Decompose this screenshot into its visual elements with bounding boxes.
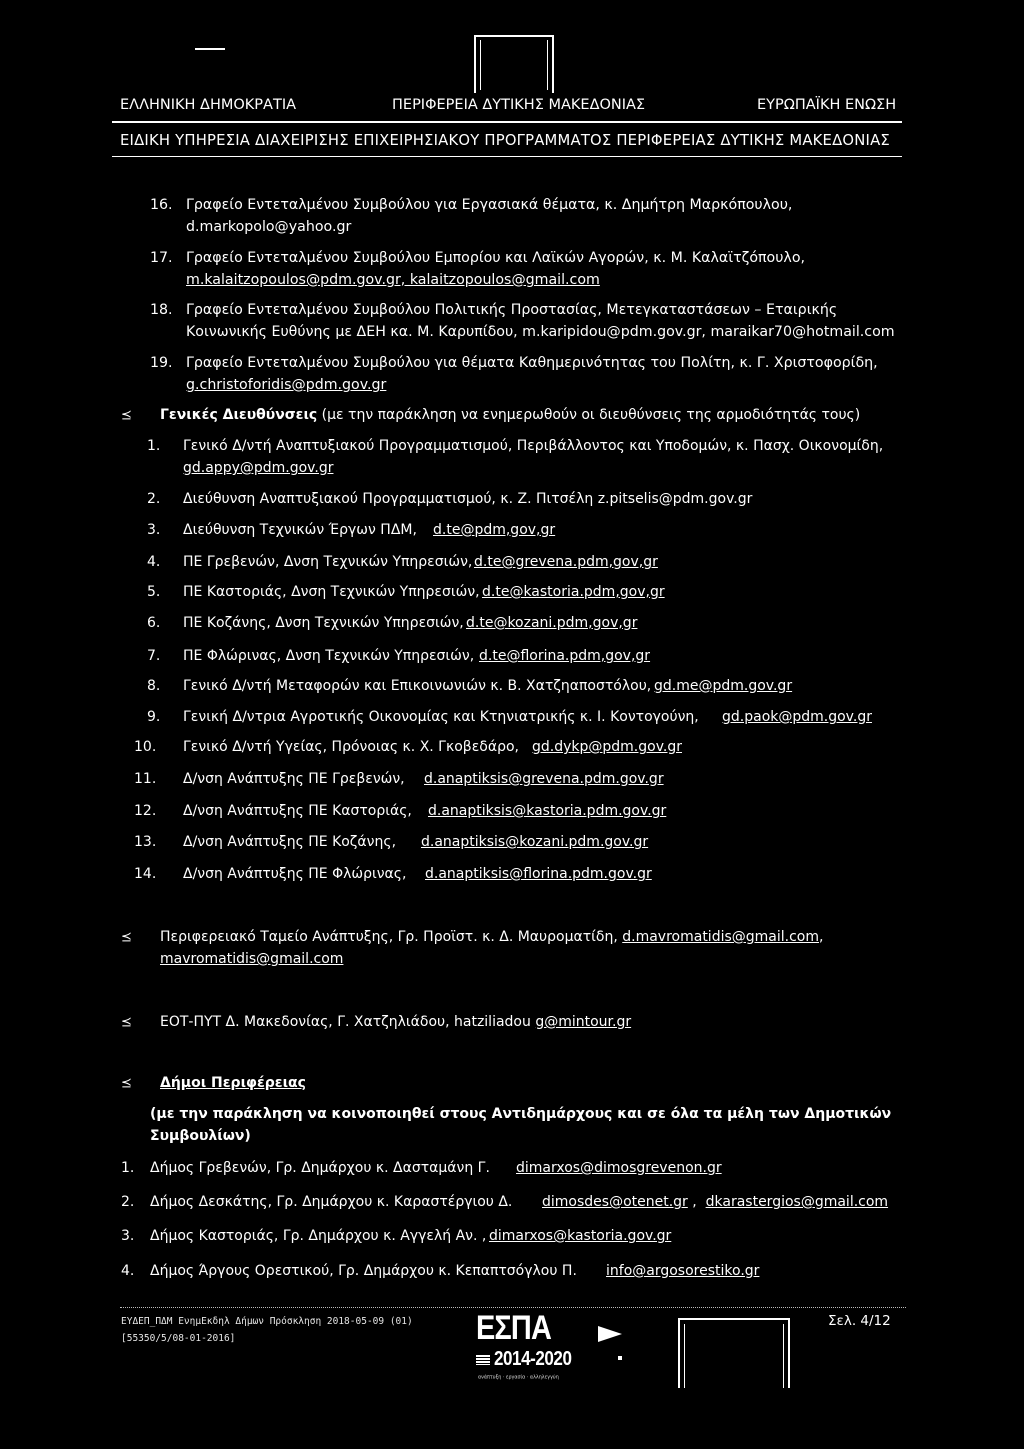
header-agency: ΕΙΔΙΚΗ ΥΠΗΡΕΣΙΑ ΔΙΑΧΕΙΡΙΣΗΣ ΕΠΙΧΕΙΡΗΣΙΑΚΟΥ ΠΡΟΓΡΑΜΜΑΤΟΣ ΠΕΡΙΦΕΡΕΙΑΣ ΔΥΤΙΚΗΣ ΜΑΚΕΔΟΝΙΑΣ <box>120 132 890 149</box>
muni-3-text: Δήμος Καστοριάς, Γρ. Δημάρχου κ. Αγγελή Αν. , <box>150 1228 487 1244</box>
dir-11-email[interactable]: d.anaptiksis@grevena.pdm.gov.gr <box>424 771 664 787</box>
espa-logo <box>476 1310 586 1386</box>
dir-3-num: 3. <box>147 522 161 538</box>
dir-8-text: Γενικό Δ/ντή Μεταφορών και Επικοινωνιών κ. Β. Χατζηαποστόλου, <box>183 678 652 694</box>
dir-14-num: 14. <box>134 866 157 882</box>
dir-13-email[interactable]: d.anaptiksis@kozani.pdm.gov.gr <box>421 834 649 850</box>
advisor-16-line2: d.markopolo@yahoo.gr <box>186 219 352 235</box>
dir-12-email[interactable]: d.anaptiksis@kastoria.pdm.gov.gr <box>428 803 667 819</box>
muni-2-sep: , <box>687 1194 706 1210</box>
dir-5-text: ΠΕ Καστοριάς, Δνση Τεχνικών Υπηρεσιών, <box>183 584 480 600</box>
fund-label: Περιφερειακό Ταμείο Ανάπτυξης, Γρ. Προϊστ. κ. Δ. Μαυροματίδη, <box>160 929 618 945</box>
muni-3-email[interactable]: dimarxos@kastoria.gov.gr <box>489 1228 672 1244</box>
dir-5-email[interactable]: d.te@kastoria.pdm,gov,gr <box>482 584 665 600</box>
muni-1-text: Δήμος Γρεβενών, Γρ. Δημάρχου κ. Δασταμάνη Γ. <box>150 1160 490 1176</box>
footer-ref-1: ΕΥΔΕΠ_ΠΔΜ ΕνημΕκδηλ Δήμων Πρόσκληση 2018-05-09 (01) <box>121 1316 413 1327</box>
header-center: ΠΕΡΙΦΕΡΕΙΑ ΔΥΤΙΚΗΣ ΜΑΚΕΔΟΝΙΑΣ <box>392 97 646 113</box>
emblem-inner <box>480 40 548 90</box>
muni-2-email-1[interactable]: dimosdes@otenet.gr <box>542 1194 688 1210</box>
municipalities-bullet-icon: ⪯ <box>121 1076 132 1091</box>
advisor-17-line2[interactable]: m.kalaitzopoulos@pdm.gov.gr, kalaitzopoulos@gmail.com <box>186 272 600 288</box>
muni-1-email[interactable]: dimarxos@dimosgrevenon.gr <box>516 1160 722 1176</box>
dir-13-num: 13. <box>134 834 157 850</box>
muni-3-num: 3. <box>121 1228 135 1244</box>
dir-10-num: 10. <box>134 739 157 755</box>
muni-1-num: 1. <box>121 1160 135 1176</box>
dir-2-num: 2. <box>147 491 161 507</box>
dir-3-email[interactable]: d.te@pdm,gov,gr <box>433 522 556 538</box>
muni-4-num: 4. <box>121 1263 135 1279</box>
fund-text <box>160 929 823 945</box>
dir-4-num: 4. <box>147 554 161 570</box>
top-dash <box>195 48 225 50</box>
dir-1-text: Γενικό Δ/ντή Αναπτυξιακού Προγραμματισμού, Περιβάλλοντος και Υποδομών, κ. Πασχ. Οικονομίδη, <box>183 438 884 454</box>
page-number: Σελ. 4/12 <box>828 1313 891 1329</box>
advisor-18-line2[interactable]: Κοινωνικής Ευθύνης με ΔΕΗ κα. Μ. Καρυπίδου, m.karipidou@pdm.gov.gr, maraikar70@hotmail.com <box>186 324 895 340</box>
dir-12-text: Δ/νση Ανάπτυξης ΠΕ Καστοριάς, <box>183 803 412 819</box>
dir-9-email[interactable]: gd.paok@pdm.gov.gr <box>722 709 872 725</box>
muni-4-text: Δήμος Άργους Ορεστικού, Γρ. Δημάρχου κ. Κεπαπτσόγλου Π. <box>150 1263 577 1279</box>
muni-4-email[interactable]: info@argosorestiko.gr <box>606 1263 760 1279</box>
directorates-title: Γενικές Διευθύνσεις <box>160 407 318 423</box>
dir-13-text: Δ/νση Ανάπτυξης ΠΕ Κοζάνης, <box>183 834 397 850</box>
advisor-17-line1: Γραφείο Εντεταλμένου Συμβούλου Εμπορίου και Λαϊκών Αγορών, κ. Μ. Καλαϊτζόπουλο, <box>186 250 806 266</box>
fund-sep: , <box>819 929 824 945</box>
dir-9-text: Γενική Δ/ντρια Αγροτικής Οικονομίας και Κτηνιατρικής κ. Ι. Κοντογούνη, <box>183 709 699 725</box>
advisor-16-line1: Γραφείο Εντεταλμένου Συμβούλου για Εργασιακά θέματα, κ. Δημήτρη Μαρκόπουλου, <box>186 197 793 213</box>
header-bottom-divider <box>112 156 902 157</box>
fund-email-2[interactable]: mavromatidis@gmail.com <box>160 951 344 967</box>
dir-5-num: 5. <box>147 584 161 600</box>
header-right: ΕΥΡΩΠΑΪΚΗ ΕΝΩΣΗ <box>757 97 897 113</box>
eu-flag-icon <box>476 1355 490 1365</box>
dir-2-text: Διεύθυνση Αναπτυξιακού Προγραμματισμού, κ. Ζ. Πιτσέλη z.pitselis@pdm.gov.gr <box>183 491 753 507</box>
muni-2-num: 2. <box>121 1194 135 1210</box>
advisor-19-line2[interactable]: g.christoforidis@pdm.gov.gr <box>186 377 387 393</box>
directorates-note: (με την παράκληση να ενημερωθούν οι διευθύνσεις της αρμοδιότητάς τους) <box>317 407 861 423</box>
advisor-18-line1: Γραφείο Εντεταλμένου Συμβούλου Πολιτικής Προστασίας, Μετεγκαταστάσεων – Εταιρικής <box>186 302 838 318</box>
advisor-18-num: 18. <box>150 302 173 318</box>
dir-12-num: 12. <box>134 803 157 819</box>
dir-8-email[interactable]: gd.me@pdm.gov.gr <box>654 678 793 694</box>
dir-3-text: Διεύθυνση Τεχνικών Έργων ΠΔΜ, <box>183 522 417 538</box>
espa-logo-years: 2014-2020 <box>494 1348 572 1370</box>
dir-7-email[interactable]: d.te@florina.pdm,gov,gr <box>479 648 651 664</box>
espa-logo-text: ΕΣΠΑ <box>476 1309 551 1347</box>
advisor-16-num: 16. <box>150 197 173 213</box>
eot-bullet-icon: ⪯ <box>121 1015 132 1030</box>
advisor-19-line1: Γραφείο Εντεταλμένου Συμβούλου για θέματα Καθημερινότητας του Πολίτη, κ. Γ. Χριστοφορίδη, <box>186 355 878 371</box>
dir-14-text: Δ/νση Ανάπτυξης ΠΕ Φλώρινας, <box>183 866 407 882</box>
municipalities-title: Δήμοι Περιφέρειας <box>160 1075 306 1091</box>
dir-1-email[interactable]: gd.appy@pdm.gov.gr <box>183 460 334 476</box>
dir-7-text: ΠΕ Φλώρινας, Δνση Τεχνικών Υπηρεσιών, <box>183 648 475 664</box>
fund-email-1[interactable]: d.mavromatidis@gmail.com <box>622 929 820 945</box>
dir-8-num: 8. <box>147 678 161 694</box>
advisor-19-num: 19. <box>150 355 173 371</box>
dir-6-num: 6. <box>147 615 161 631</box>
dir-14-email[interactable]: d.anaptiksis@florina.pdm.gov.gr <box>425 866 652 882</box>
dir-6-text: ΠΕ Κοζάνης, Δνση Τεχνικών Υπηρεσιών, <box>183 615 464 631</box>
municipalities-note-2: Συμβουλίων) <box>150 1128 251 1144</box>
dir-1-num: 1. <box>147 438 161 454</box>
muni-2-text: Δήμος Δεσκάτης, Γρ. Δημάρχου κ. Καραστέργιου Δ. <box>150 1194 513 1210</box>
dir-7-num: 7. <box>147 648 161 664</box>
footer-logo-inner <box>684 1324 784 1388</box>
sign-mark-icon <box>596 1312 626 1364</box>
dir-10-text: Γενικό Δ/ντή Υγείας, Πρόνοιας κ. Χ. Γκοβεδάρο, <box>183 739 519 755</box>
directorates-heading <box>160 407 860 423</box>
eot-email[interactable]: g@mintour.gr <box>535 1014 632 1030</box>
dir-11-num: 11. <box>134 771 157 787</box>
footer-ref-2: [55350/5/08-01-2016] <box>121 1333 236 1344</box>
header-divider <box>112 121 902 123</box>
espa-logo-tagline: ανάπτυξη · εργασία · αλληλεγγύη <box>478 1374 559 1381</box>
municipalities-note-1: (με την παράκληση να κοινοποιηθεί στους Αντιδημάρχους και σε όλα τα μέλη των Δημοτικών <box>150 1106 892 1122</box>
dir-9-num: 9. <box>147 709 161 725</box>
muni-2-email-2[interactable]: dkarastergios@gmail.com <box>705 1194 889 1210</box>
dir-4-text: ΠΕ Γρεβενών, Δνση Τεχνικών Υπηρεσιών, <box>183 554 473 570</box>
eot-label: ΕΟΤ-ΠΥΤ Δ. Μακεδονίας, Γ. Χατζηλιάδου, hatziliadou <box>160 1014 531 1030</box>
dir-10-email[interactable]: gd.dykp@pdm.gov.gr <box>532 739 682 755</box>
directorates-bullet-icon: ⪯ <box>121 408 132 423</box>
muni-2-emails <box>542 1194 888 1210</box>
advisor-17-num: 17. <box>150 250 173 266</box>
eot-text <box>160 1014 631 1030</box>
dir-11-text: Δ/νση Ανάπτυξης ΠΕ Γρεβενών, <box>183 771 405 787</box>
dir-6-email[interactable]: d.te@kozani.pdm,gov,gr <box>466 615 638 631</box>
footer-divider <box>120 1307 906 1308</box>
fund-bullet-icon: ⪯ <box>121 930 132 945</box>
header-left: ΕΛΛΗΝΙΚΗ ΔΗΜΟΚΡΑΤΙΑ <box>120 97 297 113</box>
dir-4-email[interactable]: d.te@grevena.pdm,gov,gr <box>474 554 658 570</box>
